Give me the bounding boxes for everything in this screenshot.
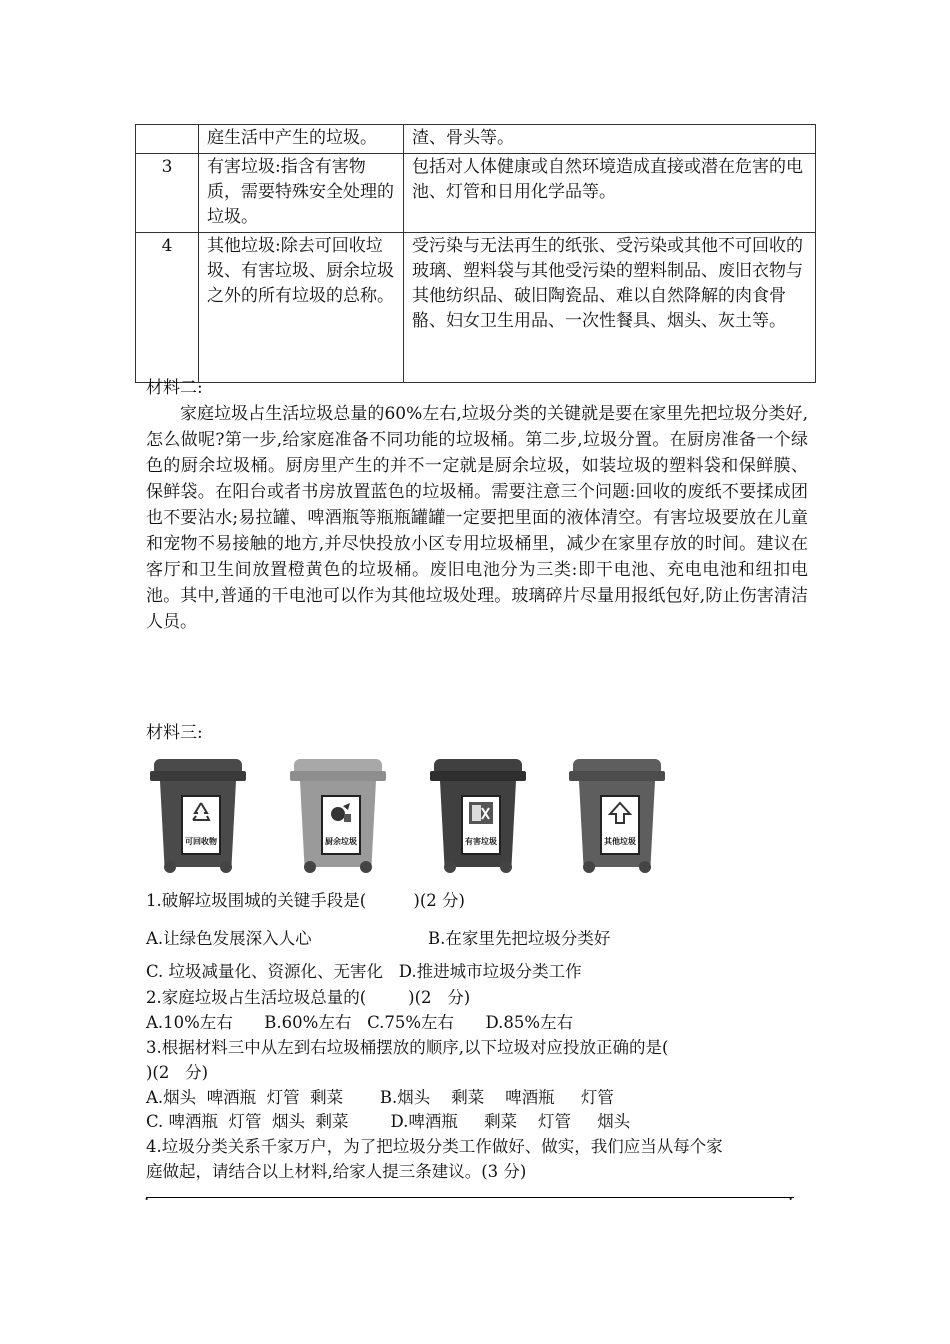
other-waste-bin bbox=[567, 755, 667, 873]
question-1: 1.破解垃圾围城的关键手段是( )(2 分) bbox=[146, 891, 465, 910]
material-two-body: 家庭垃圾占生活垃圾总量的60%左右,垃圾分类的关键就是要在家里先把垃圾分类好,怎么做呢?第一步,给家庭准备不同功能的垃圾桶。第二步,垃圾分置。在厨房准备一个绿色的厨余垃圾桶。厨房里产生的并不一定就是厨余垃圾，如装垃圾的塑料袋和保鲜膜、保鲜袋。在阳台或者书房放置蓝色的垃圾桶。需要注意三个问题:回收的废纸不要揉成团也不要沾水;易拉罐、啤酒瓶等瓶瓶罐罐一定要把里面的液体清空。有害垃圾要放在儿童和宠物不易接触的地方,并尽快投放小区专用垃圾桶里，减少在家里存放的时间。建议在客厅和卫生间放置橙黄色的垃圾桶。废旧电池分为三类:即干电池、充电电池和纽扣电池。其中,普通的干电池可以作为其他垃圾处理。玻璃碎片尽量用报纸包好,防止伤害清洁人员。 bbox=[146, 404, 808, 632]
row-examples: 渣、骨头等。 bbox=[404, 125, 816, 154]
material-two-heading: 材料二: bbox=[146, 378, 203, 398]
food-waste-bin bbox=[288, 755, 388, 873]
question-3: 3.根据材料三中从左到右垃圾桶摆放的顺序,以下垃圾对应投放正确的是( bbox=[146, 1038, 669, 1057]
question-3-options-cd: C. 啤酒瓶 灯管 烟头 剩菜 D.啤酒瓶 剩菜 灯管 烟头 bbox=[146, 1112, 631, 1131]
bin-label: 有害垃圾 bbox=[465, 837, 497, 846]
answer-line[interactable] bbox=[146, 1197, 794, 1198]
question-1-option-b: B.在家里先把垃圾分类好 bbox=[428, 929, 611, 948]
question-2: 2.家庭垃圾占生活垃圾总量的( )(2 分) bbox=[146, 988, 471, 1007]
bin-label: 其他垃圾 bbox=[604, 837, 636, 846]
question-4: 4.垃圾分类关系千家万户，为了把垃圾分类工作做好、做实，我们应当从每个家 bbox=[146, 1137, 723, 1156]
row-number: 3 bbox=[136, 154, 199, 233]
row-definition: 其他垃圾:除去可回收垃圾、有害垃圾、厨余垃圾之外的所有垃圾的总称。 bbox=[199, 233, 404, 383]
hazardous-icon bbox=[468, 800, 494, 826]
answer-line-end-dot: . bbox=[788, 1185, 794, 1204]
table-row bbox=[136, 154, 816, 233]
garbage-classification-table bbox=[135, 124, 816, 383]
recyclable-bin bbox=[148, 755, 248, 873]
bin-label: 厨余垃圾 bbox=[325, 837, 357, 846]
recycle-icon bbox=[188, 800, 214, 826]
other-waste-icon bbox=[607, 800, 633, 826]
row-examples: 包括对人体健康或自然环境造成直接或潜在危害的电池、灯管和日用化学品等。 bbox=[404, 154, 816, 233]
answer-line-start-dot: . bbox=[144, 1185, 150, 1204]
question-3-score: )(2 分) bbox=[146, 1063, 209, 1082]
food-waste-icon bbox=[328, 800, 354, 826]
row-number bbox=[136, 125, 199, 154]
question-1-option-a: A.让绿色发展深入人心 bbox=[146, 929, 312, 948]
bin-label: 可回收物 bbox=[185, 837, 217, 846]
question-1-options-cd: C. 垃圾减量化、资源化、无害化 D.推进城市垃圾分类工作 bbox=[146, 962, 582, 981]
material-three-heading: 材料三: bbox=[146, 723, 203, 743]
question-2-options: A.10%左右 B.60%左右 C.75%左右 D.85%左右 bbox=[146, 1013, 574, 1032]
garbage-bins-figure bbox=[140, 755, 670, 875]
question-3-options-ab: A.烟头 啤酒瓶 灯管 剩菜 B.烟头 剩菜 啤酒瓶 灯管 bbox=[146, 1088, 614, 1107]
table-row bbox=[136, 125, 816, 154]
row-examples: 受污染与无法再生的纸张、受污染或其他不可回收的玻璃、塑料袋与其他受污染的塑料制品、废旧衣物与其他纺织品、破旧陶瓷品、难以自然降解的肉食骨骼、妇女卫生用品、一次性餐具、烟头、灰土等。 bbox=[404, 233, 816, 383]
row-number: 4 bbox=[136, 233, 199, 383]
table-row bbox=[136, 233, 816, 383]
hazardous-bin bbox=[428, 755, 528, 873]
question-4-cont: 庭做起，请结合以上材料,给家人提三条建议。(3 分) bbox=[146, 1162, 527, 1181]
row-definition: 有害垃圾:指含有害物质，需要特殊安全处理的垃圾。 bbox=[199, 154, 404, 233]
row-definition: 庭生活中产生的垃圾。 bbox=[199, 125, 404, 154]
